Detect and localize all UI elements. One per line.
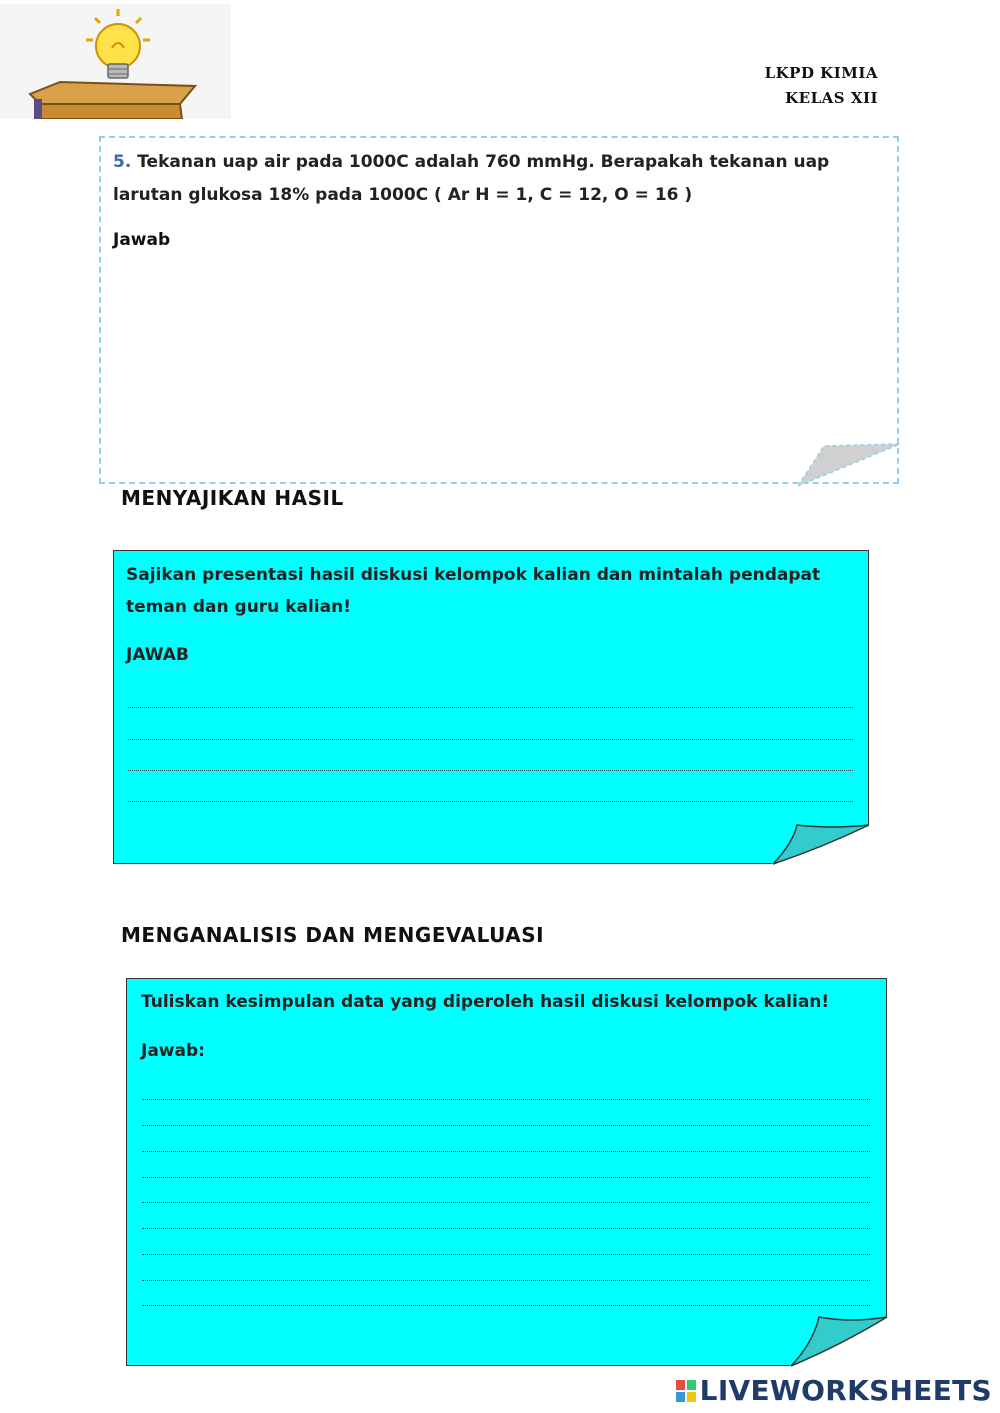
- presentation-prompt: Sajikan presentasi hasil diskusi kelompok kalian dan mintalah pendapat teman dan guru kalian!: [126, 565, 821, 617]
- answer-line[interactable]: [128, 801, 853, 802]
- question-5-card: [99, 136, 899, 484]
- conclusion-box: [126, 978, 887, 1366]
- page-curl-icon: [771, 823, 871, 866]
- answer-line[interactable]: [142, 1280, 870, 1281]
- answer-line[interactable]: [128, 739, 853, 740]
- section-title-menyajikan: MENYAJIKAN HASIL: [121, 486, 344, 510]
- answer-line[interactable]: [142, 1305, 870, 1306]
- question-5-text: [113, 146, 883, 212]
- page-curl-icon: [798, 440, 900, 488]
- question-number: 5.: [113, 152, 132, 172]
- answer-line[interactable]: [142, 1177, 870, 1178]
- answer-line[interactable]: [142, 1202, 870, 1203]
- answer-line[interactable]: [128, 707, 853, 708]
- answer-label: Jawab: [113, 230, 171, 250]
- lightbulb-book-illustration: [0, 4, 231, 119]
- lightbulb-on-book-icon: [0, 4, 231, 119]
- answer-area[interactable]: [113, 268, 883, 468]
- header-subject: LKPD KIMIA: [764, 64, 878, 82]
- header-class: KELAS XII: [785, 89, 878, 107]
- section-title-menganalisis: MENGANALISIS DAN MENGEVALUASI: [121, 923, 545, 947]
- conclusion-answer-label: Jawab:: [141, 1041, 205, 1061]
- answer-line[interactable]: [142, 1228, 870, 1229]
- answer-line[interactable]: [142, 1099, 870, 1100]
- page-curl-icon: [789, 1315, 889, 1368]
- liveworksheets-logo-icon: [676, 1380, 696, 1402]
- presentation-answer-label: JAWAB: [126, 645, 189, 665]
- answer-line[interactable]: [142, 1151, 870, 1152]
- liveworksheets-wordmark: LIVEWORKSHEETS: [699, 1374, 992, 1407]
- question-text: Tekanan uap air pada 1000C adalah 760 mmHg. Berapakah tekanan uap larutan glukosa 18% pada 1000C ( Ar H = 1, C = 12, O = 16 ): [113, 152, 830, 205]
- liveworksheets-logo: [676, 1374, 992, 1407]
- presentation-box: [113, 550, 869, 864]
- conclusion-prompt: Tuliskan kesimpulan data yang diperoleh hasil diskusi kelompok kalian!: [141, 992, 830, 1012]
- answer-line[interactable]: [142, 1125, 870, 1126]
- answer-line[interactable]: [128, 770, 853, 771]
- answer-line[interactable]: [142, 1254, 870, 1255]
